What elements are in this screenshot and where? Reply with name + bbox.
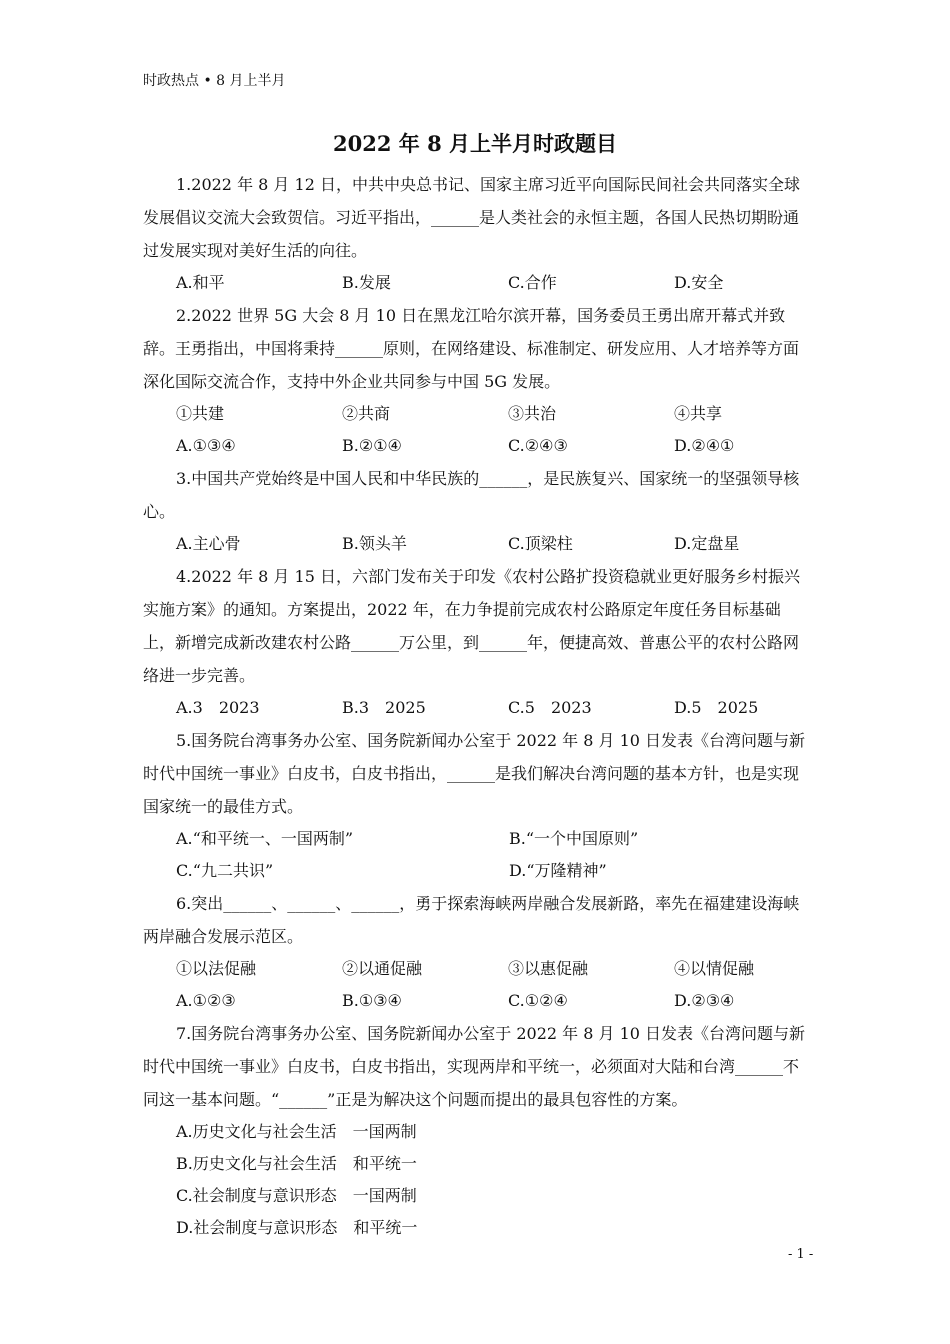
option: A.3 2023 xyxy=(176,698,260,717)
question-1-stem: 1.2022 年 8 月 12 日，中共中央总书记、国家主席习近平向国际民间社会共同落实全球发展倡议交流大会致贺信。习近平指出，______是人类社会的永恒主题，各国人民热切期盼通过发展实现对美好生活的向往。 xyxy=(143,175,800,260)
item: ④共享 xyxy=(674,404,723,423)
option: B.①③④ xyxy=(342,991,402,1010)
option: B.3 2025 xyxy=(342,698,426,717)
option: C.顶梁柱 xyxy=(508,534,573,553)
question-4-stem: 4.2022 年 8 月 15 日，六部门发布关于印发《农村公路扩投资稳就业更好服务乡村振兴实施方案》的通知。方案提出，2022 年，在力争提前完成农村公路原定年度任务目标基础上，新增完成新改建农村公路______万公里，到______年，便捷高效、普惠公平的农村公路网络进一步完善。 xyxy=(143,567,800,685)
question-5-options-row-1 xyxy=(143,823,808,855)
option: C.社会制度与意识形态 一国两制 xyxy=(176,1186,417,1205)
option: A.“和平统一、一国两制” xyxy=(176,829,354,848)
question-5-stem: 5.国务院台湾事务办公室、国务院新闻办公室于 2022 年 8 月 10 日发表《台湾问题与新时代中国统一事业》白皮书，白皮书指出，______是我们解决台湾问题的基本方针，也是实现国家统一的最佳方式。 xyxy=(143,731,806,816)
option: D.社会制度与意识形态 和平统一 xyxy=(176,1218,418,1237)
page-header: 时政热点 • 8 月上半月 xyxy=(143,73,286,89)
option: A.主心骨 xyxy=(176,534,241,553)
page-number: - 1 - xyxy=(788,1247,814,1262)
question-2-stem: 2.2022 世界 5G 大会 8 月 10 日在黑龙江哈尔滨开幕，国务委员王勇出席开幕式并致辞。王勇指出，中国将秉持______原则，在网络建设、标准制定、研发应用、人才培养等方面深化国际交流合作，支持中外企业共同参与中国 5G 发展。 xyxy=(143,306,800,391)
option: D.定盘星 xyxy=(674,534,740,553)
option: C.①②④ xyxy=(508,991,568,1010)
item: ③以惠促融 xyxy=(508,959,589,978)
item: ②以通促融 xyxy=(342,959,423,978)
question-6-items xyxy=(143,953,808,985)
option: B.发展 xyxy=(342,273,391,292)
item: ①共建 xyxy=(176,404,225,423)
question-3-stem: 3.中国共产党始终是中国人民和中华民族的______，是民族复兴、国家统一的坚强领导核心。 xyxy=(143,469,800,521)
option: D.“万隆精神” xyxy=(509,861,607,880)
option: A.历史文化与社会生活 一国两制 xyxy=(176,1122,417,1141)
question-6-options xyxy=(143,985,808,1017)
option: C.“九二共识” xyxy=(176,861,274,880)
question-list xyxy=(143,168,808,1244)
option: D.②③④ xyxy=(674,991,735,1010)
option: C.②④③ xyxy=(508,436,568,455)
page-title: 2022 年 8 月上半月时政题目 xyxy=(333,131,617,156)
option: B.②①④ xyxy=(342,436,402,455)
option: B.领头羊 xyxy=(342,534,407,553)
question-3-options xyxy=(143,528,808,560)
item: ①以法促融 xyxy=(176,959,257,978)
question-6-stem: 6.突出______、______、______，勇于探索海峡两岸融合发展新路，率先在福建建设海峡两岸融合发展示范区。 xyxy=(143,894,800,946)
option: C.5 2023 xyxy=(508,698,592,717)
question-5-options-row-2 xyxy=(143,855,808,887)
item: ②共商 xyxy=(342,404,391,423)
option: C.合作 xyxy=(508,273,557,292)
option: B.历史文化与社会生活 和平统一 xyxy=(176,1154,417,1173)
option: D.安全 xyxy=(674,273,724,292)
item: ④以情促融 xyxy=(674,959,755,978)
question-7-stem: 7.国务院台湾事务办公室、国务院新闻办公室于 2022 年 8 月 10 日发表《台湾问题与新时代中国统一事业》白皮书，白皮书指出，实现两岸和平统一，必须面对大陆和台湾______不同这一基本问题。“______”正是为解决这个问题而提出的最具包容性的方案。 xyxy=(143,1024,806,1109)
question-2-items xyxy=(143,398,808,430)
option: A.①③④ xyxy=(176,436,236,455)
option: B.“一个中国原则” xyxy=(509,829,639,848)
option: A.和平 xyxy=(176,273,225,292)
option: A.①②③ xyxy=(176,991,236,1010)
question-2-options xyxy=(143,430,808,462)
option: D.②④① xyxy=(674,436,735,455)
question-4-options xyxy=(143,692,808,724)
option: D.5 2025 xyxy=(674,698,759,717)
item: ③共治 xyxy=(508,404,557,423)
question-1-options xyxy=(143,267,808,299)
